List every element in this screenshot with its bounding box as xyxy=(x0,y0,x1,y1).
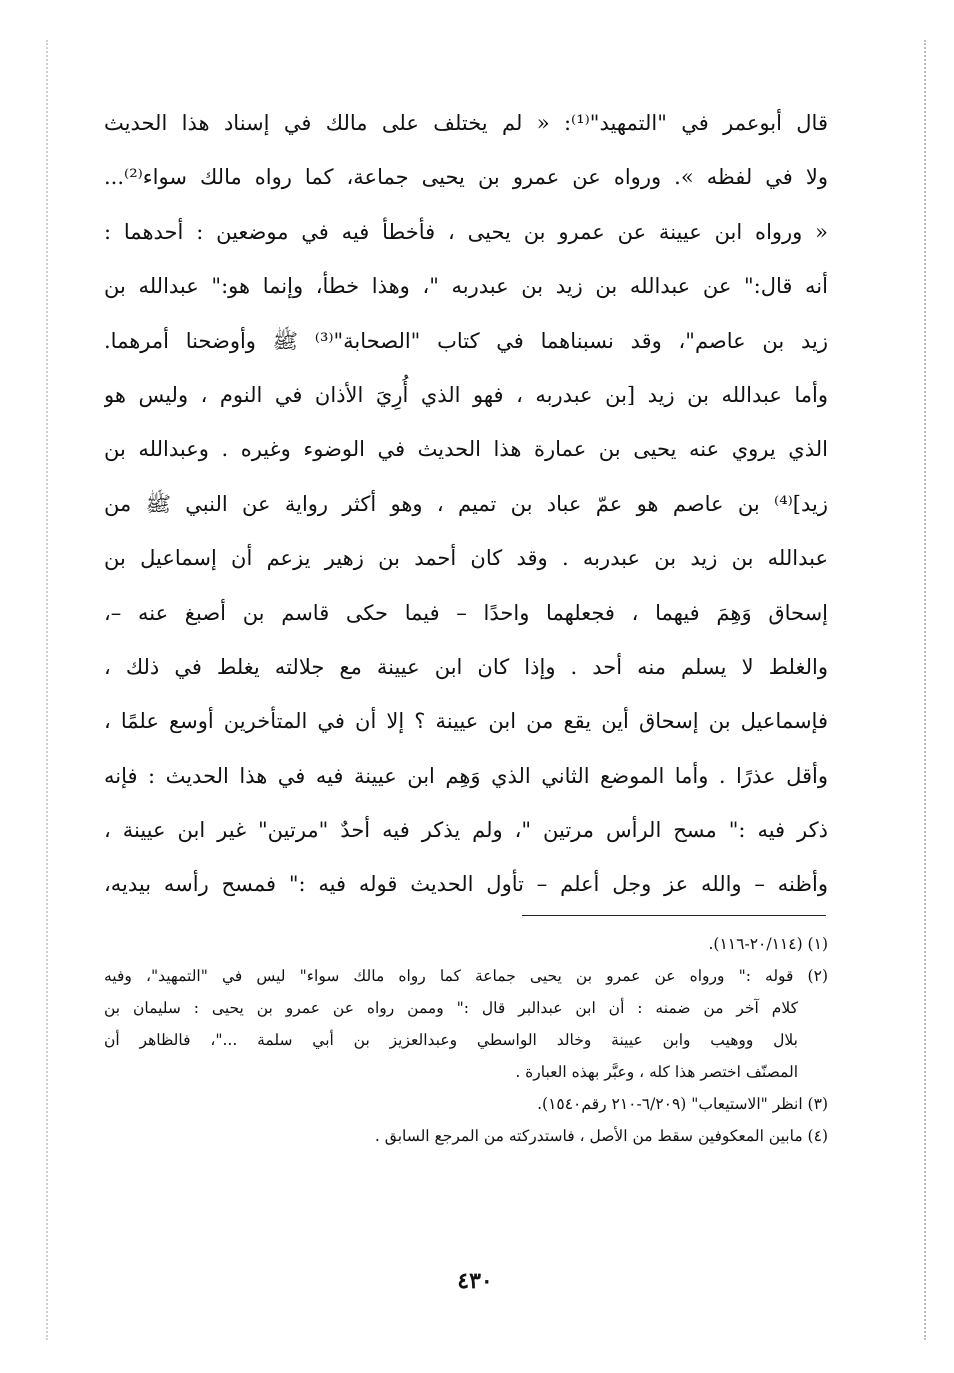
footnote-2-continued: المصنّف اختصر هذا كله ، وعبَّر بهذه العبارة . xyxy=(515,1063,798,1081)
text-line: عبدالله بن زيد بن عبدربه . وقد كان أحمد بن زهير يزعم أن إسماعيل بن xyxy=(104,546,828,571)
footnote-2: (٢) قوله :" ورواه عن عمرو بن يحيى جماعة كما رواه مالك سواء" ليس في "التمهيد"، وفيه xyxy=(104,967,828,985)
footnote-3: (٣) انظر "الاستيعاب" (٦/٢٠٩-٢١٠ رقم١٥٤٠). xyxy=(537,1095,828,1113)
scan-artifact-left xyxy=(46,40,48,1340)
text-line: وأما عبدالله بن زيد [بن عبدربه ، فهو الذي أُرِيَ الأذان في النوم ، وليس هو xyxy=(104,382,828,407)
footnote-2-continued: كلام آخر من ضمنه : أن ابن عبدالبر قال :" وممن رواه عن عمرو بن يحيى : سليمان بن xyxy=(104,999,798,1017)
text-line: ذكر فيه :" مسح الرأس مرتين "، ولم يذكر فيه أحدٌ "مرتين" غير ابن عيينة ، xyxy=(104,818,828,843)
text-line: إسحاق وَهِمَ فيهما ، فجعلهما واحدًا – فيما حكى قاسم بن أصبغ عنه –، xyxy=(104,600,828,625)
text-line: أنه قال:" عن عبدالله بن زيد بن عبدربه "، وهذا خطأ، وإنما هو:" عبدالله بن xyxy=(104,274,828,299)
text-line: الذي يروي عنه يحيى بن عمارة هذا الحديث في الوضوء وغيره . وعبدالله بن xyxy=(104,437,828,462)
text-line: قال أبوعمر في "التمهيد"⁽¹⁾: « لم يختلف على مالك في إسناد هذا الحديث xyxy=(104,111,828,135)
scan-artifact-right xyxy=(924,40,926,1340)
footnote-4: (٤) مابين المعكوفين سقط من الأصل ، فاستدركته من المرجع السابق . xyxy=(374,1127,828,1145)
text-line: « ورواه ابن عيينة عن عمرو بن يحيى ، فأخطأ فيه في موضعين : أحدهما : xyxy=(104,219,828,244)
page-number: ٤٣٠ xyxy=(457,1268,493,1294)
text-line: وأظنه – والله عز وجل أعلم – تأول الحديث قوله فيه :" فمسح رأسه بيديه، xyxy=(104,872,828,897)
footnotes xyxy=(104,928,828,1152)
text-line: زيد بن عاصم"، وقد نسبناهما في كتاب "الصحابة"⁽³⁾ ﷺ وأوضحنا أمرهما. xyxy=(104,328,828,353)
footnote-1: (١) (٢٠/١١٤-١١٦). xyxy=(708,935,828,953)
main-text xyxy=(104,96,828,912)
text-line: فإسماعيل بن إسحاق أين يقع من ابن عيينة ؟ إلا أن في المتأخرين أوسع علمًا ، xyxy=(104,709,828,734)
text-line: والغلط لا يسلم منه أحد . وإذا كان ابن عيينة مع جلالته يغلط في ذلك ، xyxy=(104,654,828,679)
text-line: زيد]⁽⁴⁾ بن عاصم هو عمّ عباد بن تميم ، وهو أكثر رواية عن النبي ﷺ من xyxy=(104,491,828,516)
text-line: ولا في لفظه ». ورواه عن عمرو بن يحيى جماعة، كما رواه مالك سواء⁽²⁾... xyxy=(104,165,828,190)
footnote-2-continued: بلال ووهيب وابن عيينة وخالد الواسطي وعبدالعزيز بن أبي سلمة ..."، فالظاهر أن xyxy=(104,1031,798,1049)
text-line: وأقل عذرًا . وأما الموضع الثاني الذي وَهِم ابن عيينة فيه في هذا الحديث : فإنه xyxy=(104,763,828,788)
footnote-separator xyxy=(522,915,826,916)
